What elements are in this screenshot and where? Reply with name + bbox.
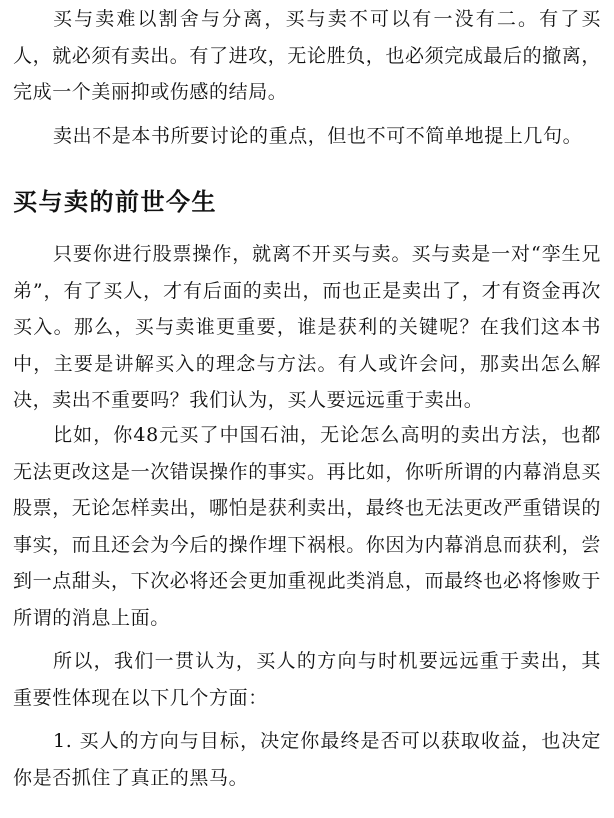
paragraph-selling-not-focus: 卖出不是本书所要讨论的重点，但也不可不简单地提上几句。 bbox=[53, 125, 583, 147]
paragraph-buy-sell-inseparable: 买与卖难以割舍与分离，买与卖不可以有一没有二。有了买人，就必须有卖出。有了进攻，无论胜负，也必须完成最后的撤离，完成一个美丽抑或伤感的结局。 bbox=[13, 8, 602, 103]
paragraph-list-item-1: 1. 买人的方向与目标，决定你最终是否可以获取收益，也决定你是否抓住了真正的黑马。 bbox=[13, 730, 601, 789]
section-heading: 买与卖的前世今生 bbox=[13, 188, 217, 216]
paragraph-twin-brothers: 只要你进行股票操作，就离不开买与卖。买与卖是一对“孪生兄弟”，有了买人，才有后面的卖出，而也正是卖出了，才有资金再次买入。那么，买与卖谁更重要，谁是获利的关键呢？在我们这本书中，主要是讲解买入的理念与方法。有人或许会问，那卖出怎么解决，卖出不重要吗？我们认为，买人要远远重于卖出。 bbox=[13, 243, 601, 411]
paragraph-buy-importance: 所以，我们一贯认为，买人的方向与时机要远远重于卖出，其重要性体现在以下几个方面： bbox=[13, 650, 601, 709]
paragraph-example-petrochina: 比如，你48元买了中国石油，无论怎么高明的卖出方法，也都无法更改这是一次错误操作的事实。再比如，你听所谓的内幕消息买股票，无论怎样卖出，哪怕是获利卖出，最终也无法更改严重错误的事实，而且还会为今后的操作埋下祸根。你因为内幕消息而获利，尝到一点甜头，下次必将还会更加重视此类消息，而最终也必将惨败于所谓的消息上面。 bbox=[13, 424, 602, 629]
